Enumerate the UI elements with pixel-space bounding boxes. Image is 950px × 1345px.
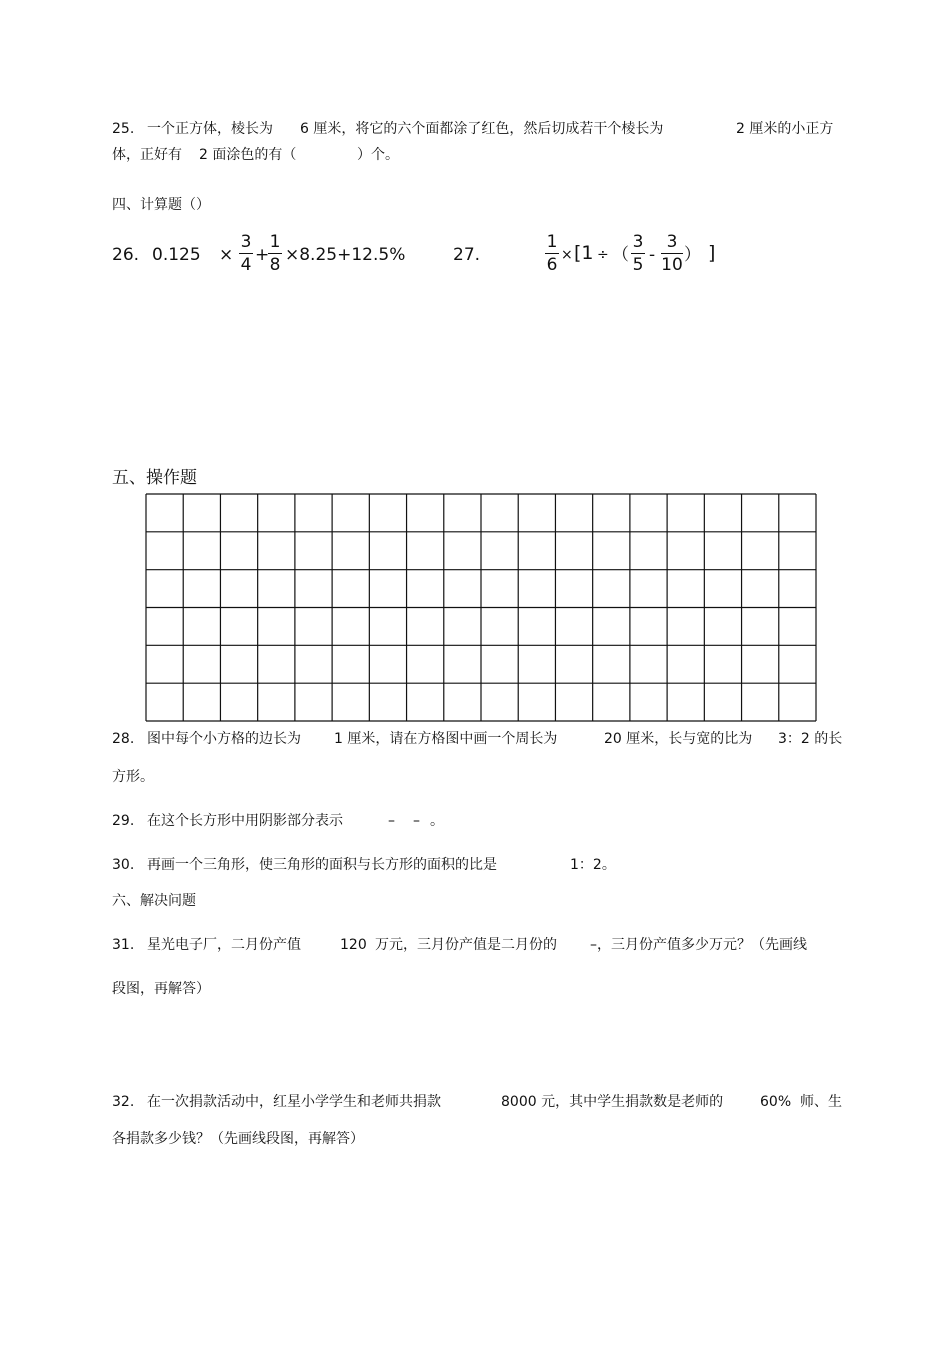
q31-number: 31. [112,937,135,953]
q30-text: 再画一个三角形，使三角形的面积与长方形的面积的比是 [147,857,497,873]
q28-text-d: 3：2 的长 [778,731,843,747]
q27-fraction-1 [631,232,645,275]
q30-ratio: 1：2。 [570,857,616,873]
q32-text-b: 8000 元，其中学生捐款数是老师的 [501,1094,724,1110]
q26-f2-numerator: 1 [269,232,281,252]
q25-text-c: 2 厘米的小正方 [736,121,834,137]
q29-text: 在这个长方形中用阴影部分表示 [147,813,343,829]
q27-f1-numerator: 3 [632,232,644,252]
q27-minus: - [649,245,656,265]
q27-divide: ÷ [597,247,609,263]
q29-number: 29. [112,813,135,829]
q31-text-c: –，三月份产值多少万元？（先画线 [590,937,807,953]
q27-number: 27. [453,245,481,265]
q32-percent: 60% [760,1094,792,1110]
q31-value: 120 [340,937,367,953]
q25-text-b: 6 厘米，将它的六个面都涂了红色，然后切成若干个棱长为 [300,121,664,137]
section-calc-title: 四、计算题（） [112,197,210,213]
q29-fraction-b: – [413,813,420,829]
q26-value-a: 0.125 [152,245,201,265]
fraction-bar [239,253,253,254]
section-operation-title: 五、操作题 [112,468,197,488]
q26-f2-denominator: 8 [269,255,281,275]
q27-f0-denominator: 6 [546,255,558,275]
q27-right-bracket: ] [708,242,716,264]
fraction-bar [631,253,645,254]
q28-text-a: 图中每个小方格的边长为 [147,731,301,747]
section-solve-title: 六、解决问题 [112,893,196,909]
fraction-bar [268,253,282,254]
q26-rest: ×8.25+12.5% [285,245,406,265]
q25-text-d: 体，正好有 [112,147,182,163]
q31-text-a: 星光电子厂，二月份产值 [147,937,301,953]
q26-number: 26. [112,245,140,265]
q25-number: 25. [112,121,135,137]
q32-number: 32. [112,1094,135,1110]
q27-multiply: × [561,247,573,263]
q26-plus: + [255,245,270,265]
q27-left-bracket: [1 [574,242,594,264]
q28-line2: 方形。 [112,769,154,785]
fraction-bar [545,253,559,254]
q27-f2-numerator: 3 [666,232,678,252]
q25-text-a: 一个正方体，棱长为 [147,121,273,137]
fraction-bar [661,253,683,254]
q29-fraction-a: – [388,813,395,829]
q27-f2-denominator: 10 [661,255,683,275]
q26-fraction-2 [268,232,282,275]
q25-text-e: 2 面涂色的有（ [199,147,297,163]
q26-f1-numerator: 3 [240,232,252,252]
q30-number: 30. [112,857,135,873]
q25-text-f: ）个。 [357,147,399,163]
q32-text-a: 在一次捐款活动中，红星小学学生和老师共捐款 [147,1094,441,1110]
q27-fraction-2 [661,232,683,275]
q31-text-b: 万元，三月份产值是二月份的 [375,937,557,953]
q27-fraction-0 [545,232,559,275]
q26-times: × [219,245,234,265]
q32-line2: 各捐款多少钱？（先画线段图，再解答） [112,1131,364,1147]
q27-f0-numerator: 1 [546,232,558,252]
q28-text-b: 1 厘米，请在方格图中画一个周长为 [334,731,558,747]
q26-f1-denominator: 4 [240,255,252,275]
q29-period: 。 [430,813,444,829]
q27-right-paren: ） [684,245,701,265]
q28-number: 28. [112,731,135,747]
q27-left-paren: （ [612,245,629,265]
square-grid[interactable] [145,493,817,722]
q28-text-c: 20 厘米，长与宽的比为 [604,731,753,747]
q27-f1-denominator: 5 [632,255,644,275]
q31-line2: 段图，再解答） [112,981,210,997]
q32-text-c: 师、生 [800,1094,842,1110]
q26-fraction-1 [239,232,253,275]
